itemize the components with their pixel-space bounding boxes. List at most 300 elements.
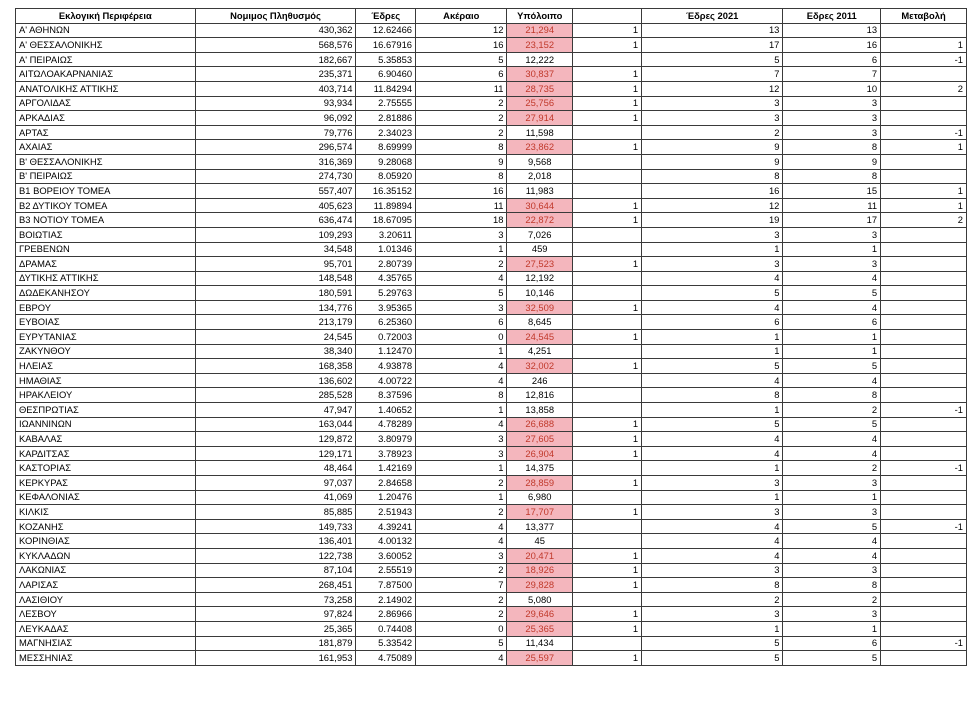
region-cell: ΚΟΡΙΝΘΙΑΣ [16, 534, 196, 549]
table-row [16, 213, 967, 228]
seats-2021-cell: 3 [642, 476, 783, 491]
remainder-cell: 12,816 [507, 388, 573, 403]
seats-2021-cell: 9 [642, 140, 783, 155]
integer-cell: 0 [416, 330, 507, 345]
table-row [16, 330, 967, 345]
population-cell: 180,591 [195, 286, 356, 301]
seat-allocation-table [15, 8, 967, 666]
integer-cell: 8 [416, 388, 507, 403]
extra-seat-cell [572, 227, 641, 242]
change-cell [881, 578, 967, 593]
table-row [16, 548, 967, 563]
column-header-change: Μεταβολή [881, 9, 967, 24]
seats-2021-cell: 2 [642, 125, 783, 140]
extra-seat-cell: 1 [572, 330, 641, 345]
table-row [16, 490, 967, 505]
remainder-cell: 27,914 [507, 111, 573, 126]
integer-cell: 4 [416, 651, 507, 666]
extra-seat-cell: 1 [572, 96, 641, 111]
region-cell: ΕΥΒΟΙΑΣ [16, 315, 196, 330]
seats-quota-cell: 7.87500 [356, 578, 416, 593]
seats-2021-cell: 7 [642, 67, 783, 82]
remainder-cell: 25,365 [507, 621, 573, 636]
extra-seat-cell [572, 592, 641, 607]
extra-seat-cell: 1 [572, 67, 641, 82]
region-cell: Α' ΘΕΣΣΑΛΟΝΙΚΗΣ [16, 38, 196, 53]
extra-seat-cell: 1 [572, 300, 641, 315]
change-cell: -1 [881, 519, 967, 534]
seats-quota-cell: 4.00722 [356, 373, 416, 388]
extra-seat-cell [572, 519, 641, 534]
integer-cell: 1 [416, 461, 507, 476]
change-cell: 2 [881, 213, 967, 228]
change-cell [881, 373, 967, 388]
region-cell: ΗΜΑΘΙΑΣ [16, 373, 196, 388]
population-cell: 24,545 [195, 330, 356, 345]
remainder-cell: 28,735 [507, 81, 573, 96]
remainder-cell: 7,026 [507, 227, 573, 242]
extra-seat-cell: 1 [572, 548, 641, 563]
remainder-cell: 27,605 [507, 432, 573, 447]
integer-cell: 3 [416, 300, 507, 315]
seats-2011-cell: 4 [783, 271, 881, 286]
extra-seat-cell [572, 461, 641, 476]
table-row [16, 388, 967, 403]
table-row [16, 315, 967, 330]
seats-2021-cell: 4 [642, 548, 783, 563]
region-cell: ΛΕΣΒΟΥ [16, 607, 196, 622]
seats-2011-cell: 13 [783, 23, 881, 38]
table-row [16, 125, 967, 140]
extra-seat-cell [572, 403, 641, 418]
remainder-cell: 246 [507, 373, 573, 388]
extra-seat-cell [572, 271, 641, 286]
header-row [16, 9, 967, 24]
seats-quota-cell: 2.86966 [356, 607, 416, 622]
seats-quota-cell: 8.05920 [356, 169, 416, 184]
population-cell: 430,362 [195, 23, 356, 38]
remainder-cell: 14,375 [507, 461, 573, 476]
region-cell: ΑΧΑΙΑΣ [16, 140, 196, 155]
table-row [16, 38, 967, 53]
seats-2021-cell: 8 [642, 169, 783, 184]
integer-cell: 2 [416, 476, 507, 491]
table-row [16, 578, 967, 593]
seats-quota-cell: 1.12470 [356, 344, 416, 359]
integer-cell: 6 [416, 67, 507, 82]
extra-seat-cell: 1 [572, 23, 641, 38]
seats-2021-cell: 4 [642, 432, 783, 447]
seats-2021-cell: 3 [642, 563, 783, 578]
population-cell: 136,401 [195, 534, 356, 549]
seats-quota-cell: 0.74408 [356, 621, 416, 636]
remainder-cell: 10,146 [507, 286, 573, 301]
seats-2011-cell: 1 [783, 330, 881, 345]
change-cell [881, 242, 967, 257]
table-row [16, 257, 967, 272]
integer-cell: 0 [416, 621, 507, 636]
integer-cell: 2 [416, 111, 507, 126]
seats-2011-cell: 7 [783, 67, 881, 82]
integer-cell: 4 [416, 373, 507, 388]
extra-seat-cell [572, 286, 641, 301]
table-row [16, 519, 967, 534]
region-cell: ΑΡΚΑΔΙΑΣ [16, 111, 196, 126]
population-cell: 47,947 [195, 403, 356, 418]
remainder-cell: 459 [507, 242, 573, 257]
seats-2011-cell: 8 [783, 140, 881, 155]
change-cell [881, 548, 967, 563]
seats-2021-cell: 4 [642, 519, 783, 534]
region-cell: ΓΡΕΒΕΝΩΝ [16, 242, 196, 257]
table-row [16, 651, 967, 666]
table-row [16, 607, 967, 622]
extra-seat-cell [572, 344, 641, 359]
column-header-integer: Ακέραιο [416, 9, 507, 24]
change-cell [881, 330, 967, 345]
change-cell: 1 [881, 38, 967, 53]
seats-2011-cell: 2 [783, 403, 881, 418]
region-cell: ΑΙΤΩΛΟΑΚΑΡΝΑΝΙΑΣ [16, 67, 196, 82]
integer-cell: 2 [416, 96, 507, 111]
seats-2011-cell: 15 [783, 184, 881, 199]
population-cell: 129,872 [195, 432, 356, 447]
change-cell: 2 [881, 81, 967, 96]
seats-2021-cell: 12 [642, 81, 783, 96]
seats-2011-cell: 1 [783, 344, 881, 359]
seats-2021-cell: 16 [642, 184, 783, 199]
change-cell: 1 [881, 184, 967, 199]
remainder-cell: 6,980 [507, 490, 573, 505]
table-row [16, 111, 967, 126]
region-cell: ΚΕΦΑΛΟΝΙΑΣ [16, 490, 196, 505]
region-cell: ΖΑΚΥΝΘΟΥ [16, 344, 196, 359]
table-row [16, 52, 967, 67]
population-cell: 235,371 [195, 67, 356, 82]
region-cell: ΜΑΓΝΗΣΙΑΣ [16, 636, 196, 651]
remainder-cell: 5,080 [507, 592, 573, 607]
seats-2011-cell: 3 [783, 476, 881, 491]
region-cell: ΚΥΚΛΑΔΩΝ [16, 548, 196, 563]
table-row [16, 169, 967, 184]
seats-quota-cell: 2.55519 [356, 563, 416, 578]
change-cell [881, 96, 967, 111]
seats-2021-cell: 3 [642, 227, 783, 242]
change-cell [881, 23, 967, 38]
remainder-cell: 23,862 [507, 140, 573, 155]
seats-2011-cell: 5 [783, 651, 881, 666]
integer-cell: 5 [416, 286, 507, 301]
change-cell [881, 490, 967, 505]
population-cell: 136,602 [195, 373, 356, 388]
seats-2011-cell: 4 [783, 300, 881, 315]
remainder-cell: 11,983 [507, 184, 573, 199]
population-cell: 34,548 [195, 242, 356, 257]
seats-2021-cell: 4 [642, 446, 783, 461]
table-row [16, 432, 967, 447]
remainder-cell: 17,707 [507, 505, 573, 520]
seats-2021-cell: 5 [642, 636, 783, 651]
region-cell: ΑΡΓΟΛΙΔΑΣ [16, 96, 196, 111]
table-row [16, 476, 967, 491]
table-row [16, 81, 967, 96]
integer-cell: 11 [416, 81, 507, 96]
region-cell: ΑΝΑΤΟΛΙΚΗΣ ΑΤΤΙΚΗΣ [16, 81, 196, 96]
remainder-cell: 25,597 [507, 651, 573, 666]
seats-2011-cell: 5 [783, 359, 881, 374]
remainder-cell: 32,002 [507, 359, 573, 374]
region-cell: ΚΕΡΚΥΡΑΣ [16, 476, 196, 491]
extra-seat-cell: 1 [572, 505, 641, 520]
population-cell: 274,730 [195, 169, 356, 184]
table-row [16, 446, 967, 461]
region-cell: ΚΙΛΚΙΣ [16, 505, 196, 520]
extra-seat-cell: 1 [572, 198, 641, 213]
seats-quota-cell: 3.95365 [356, 300, 416, 315]
region-cell: ΘΕΣΠΡΩΤΙΑΣ [16, 403, 196, 418]
seats-2021-cell: 5 [642, 651, 783, 666]
population-cell: 181,879 [195, 636, 356, 651]
seats-2021-cell: 3 [642, 96, 783, 111]
population-cell: 213,179 [195, 315, 356, 330]
population-cell: 48,464 [195, 461, 356, 476]
population-cell: 122,738 [195, 548, 356, 563]
extra-seat-cell: 1 [572, 578, 641, 593]
seats-2021-cell: 1 [642, 461, 783, 476]
seats-2021-cell: 8 [642, 388, 783, 403]
region-cell: ΗΡΑΚΛΕΙΟΥ [16, 388, 196, 403]
extra-seat-cell: 1 [572, 81, 641, 96]
extra-seat-cell [572, 52, 641, 67]
table-row [16, 242, 967, 257]
integer-cell: 2 [416, 257, 507, 272]
remainder-cell: 12,192 [507, 271, 573, 286]
seats-quota-cell: 3.60052 [356, 548, 416, 563]
integer-cell: 9 [416, 154, 507, 169]
table-row [16, 198, 967, 213]
seats-quota-cell: 5.29763 [356, 286, 416, 301]
change-cell [881, 227, 967, 242]
change-cell [881, 388, 967, 403]
remainder-cell: 26,904 [507, 446, 573, 461]
seats-quota-cell: 18.67095 [356, 213, 416, 228]
population-cell: 568,576 [195, 38, 356, 53]
remainder-cell: 29,828 [507, 578, 573, 593]
extra-seat-cell [572, 636, 641, 651]
extra-seat-cell [572, 169, 641, 184]
seats-2011-cell: 1 [783, 621, 881, 636]
table-row [16, 23, 967, 38]
seats-quota-cell: 3.78923 [356, 446, 416, 461]
seats-quota-cell: 4.75089 [356, 651, 416, 666]
population-cell: 134,776 [195, 300, 356, 315]
table-row [16, 184, 967, 199]
change-cell [881, 446, 967, 461]
seats-2011-cell: 6 [783, 315, 881, 330]
change-cell [881, 359, 967, 374]
integer-cell: 16 [416, 184, 507, 199]
seats-quota-cell: 0.72003 [356, 330, 416, 345]
seats-2021-cell: 2 [642, 592, 783, 607]
region-cell: ΔΥΤΙΚΗΣ ΑΤΤΙΚΗΣ [16, 271, 196, 286]
seats-2021-cell: 3 [642, 111, 783, 126]
extra-seat-cell: 1 [572, 621, 641, 636]
seats-2011-cell: 3 [783, 607, 881, 622]
seats-2021-cell: 1 [642, 344, 783, 359]
change-cell: -1 [881, 125, 967, 140]
column-header-extra-seat [572, 9, 641, 24]
remainder-cell: 18,926 [507, 563, 573, 578]
region-cell: ΚΑΡΔΙΤΣΑΣ [16, 446, 196, 461]
change-cell [881, 111, 967, 126]
region-cell: ΜΕΣΣΗΝΙΑΣ [16, 651, 196, 666]
extra-seat-cell [572, 242, 641, 257]
extra-seat-cell [572, 373, 641, 388]
change-cell [881, 505, 967, 520]
region-cell: ΕΥΡΥΤΑΝΙΑΣ [16, 330, 196, 345]
region-cell: Α' ΑΘΗΝΩΝ [16, 23, 196, 38]
seats-2021-cell: 17 [642, 38, 783, 53]
population-cell: 557,407 [195, 184, 356, 199]
integer-cell: 4 [416, 519, 507, 534]
table-row [16, 227, 967, 242]
table-row [16, 300, 967, 315]
extra-seat-cell: 1 [572, 563, 641, 578]
seats-quota-cell: 9.28068 [356, 154, 416, 169]
region-cell: Α' ΠΕΙΡΑΙΩΣ [16, 52, 196, 67]
change-cell [881, 286, 967, 301]
remainder-cell: 21,294 [507, 23, 573, 38]
remainder-cell: 26,688 [507, 417, 573, 432]
integer-cell: 4 [416, 417, 507, 432]
seats-2011-cell: 5 [783, 519, 881, 534]
seats-quota-cell: 3.80979 [356, 432, 416, 447]
seats-2021-cell: 5 [642, 417, 783, 432]
remainder-cell: 13,377 [507, 519, 573, 534]
table-row [16, 344, 967, 359]
population-cell: 129,171 [195, 446, 356, 461]
extra-seat-cell: 1 [572, 446, 641, 461]
remainder-cell: 11,598 [507, 125, 573, 140]
table-row [16, 373, 967, 388]
seats-2011-cell: 3 [783, 125, 881, 140]
population-cell: 316,369 [195, 154, 356, 169]
change-cell [881, 67, 967, 82]
extra-seat-cell [572, 125, 641, 140]
seats-2021-cell: 4 [642, 271, 783, 286]
region-cell: ΚΟΖΑΝΗΣ [16, 519, 196, 534]
extra-seat-cell [572, 315, 641, 330]
region-cell: ΒΟΙΩΤΙΑΣ [16, 227, 196, 242]
remainder-cell: 30,644 [507, 198, 573, 213]
seats-2011-cell: 1 [783, 490, 881, 505]
extra-seat-cell: 1 [572, 476, 641, 491]
integer-cell: 1 [416, 403, 507, 418]
seats-2021-cell: 3 [642, 505, 783, 520]
table-row [16, 621, 967, 636]
seats-2021-cell: 12 [642, 198, 783, 213]
remainder-cell: 29,646 [507, 607, 573, 622]
seats-2011-cell: 3 [783, 563, 881, 578]
table-row [16, 636, 967, 651]
seats-2021-cell: 4 [642, 534, 783, 549]
seats-2011-cell: 11 [783, 198, 881, 213]
column-header-remainder: Υπόλοιπο [507, 9, 573, 24]
seats-quota-cell: 2.80739 [356, 257, 416, 272]
seats-2021-cell: 19 [642, 213, 783, 228]
population-cell: 403,714 [195, 81, 356, 96]
integer-cell: 4 [416, 534, 507, 549]
extra-seat-cell [572, 388, 641, 403]
seats-2011-cell: 8 [783, 388, 881, 403]
population-cell: 96,092 [195, 111, 356, 126]
integer-cell: 1 [416, 344, 507, 359]
region-cell: Β1 ΒΟΡΕΙΟΥ ΤΟΜΕΑ [16, 184, 196, 199]
change-cell: -1 [881, 403, 967, 418]
remainder-cell: 24,545 [507, 330, 573, 345]
integer-cell: 5 [416, 636, 507, 651]
seats-2011-cell: 3 [783, 96, 881, 111]
seats-2021-cell: 4 [642, 373, 783, 388]
table-row [16, 271, 967, 286]
population-cell: 636,474 [195, 213, 356, 228]
seats-2021-cell: 6 [642, 315, 783, 330]
seats-2011-cell: 4 [783, 446, 881, 461]
population-cell: 296,574 [195, 140, 356, 155]
table-row [16, 359, 967, 374]
seats-2021-cell: 1 [642, 242, 783, 257]
integer-cell: 8 [416, 169, 507, 184]
population-cell: 85,885 [195, 505, 356, 520]
population-cell: 97,037 [195, 476, 356, 491]
table-row [16, 96, 967, 111]
change-cell [881, 271, 967, 286]
integer-cell: 11 [416, 198, 507, 213]
integer-cell: 2 [416, 592, 507, 607]
seats-2021-cell: 5 [642, 359, 783, 374]
seats-2011-cell: 3 [783, 505, 881, 520]
seats-quota-cell: 2.81886 [356, 111, 416, 126]
seats-2021-cell: 5 [642, 286, 783, 301]
extra-seat-cell [572, 184, 641, 199]
column-header-seats-2021: Έδρες 2021 [642, 9, 783, 24]
seats-2011-cell: 3 [783, 257, 881, 272]
seats-2021-cell: 5 [642, 52, 783, 67]
region-cell: Β' ΠΕΙΡΑΙΩΣ [16, 169, 196, 184]
population-cell: 73,258 [195, 592, 356, 607]
change-cell [881, 315, 967, 330]
table-row [16, 534, 967, 549]
integer-cell: 4 [416, 271, 507, 286]
remainder-cell: 20,471 [507, 548, 573, 563]
seats-2011-cell: 1 [783, 242, 881, 257]
table-row [16, 417, 967, 432]
region-cell: ΛΑΣΙΘΙΟΥ [16, 592, 196, 607]
change-cell [881, 563, 967, 578]
population-cell: 87,104 [195, 563, 356, 578]
seats-2021-cell: 9 [642, 154, 783, 169]
change-cell [881, 154, 967, 169]
integer-cell: 7 [416, 578, 507, 593]
seats-2011-cell: 2 [783, 592, 881, 607]
seats-quota-cell: 8.37596 [356, 388, 416, 403]
seats-quota-cell: 4.00132 [356, 534, 416, 549]
population-cell: 93,934 [195, 96, 356, 111]
extra-seat-cell: 1 [572, 607, 641, 622]
change-cell [881, 607, 967, 622]
integer-cell: 6 [416, 315, 507, 330]
region-cell: ΚΑΣΤΟΡΙΑΣ [16, 461, 196, 476]
